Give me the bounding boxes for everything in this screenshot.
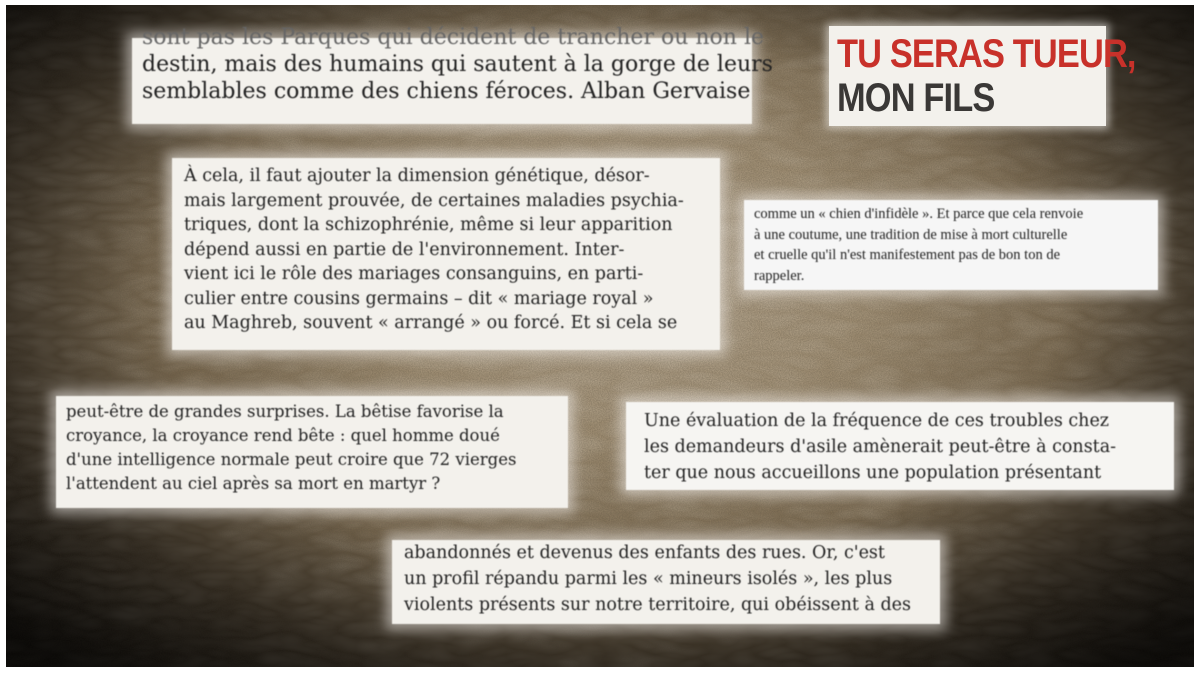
excerpt-genetic-line-6: culier entre cousins germains – dit « mariage royal » xyxy=(184,288,654,309)
excerpt-evaluation-line-2: les demandeurs d'asile amènerait peut-être à consta- xyxy=(644,437,1117,457)
excerpt-evaluation xyxy=(626,402,1174,490)
excerpt-genetic-line-1: À cela, il faut ajouter la dimension génétique, désor- xyxy=(184,166,650,186)
excerpt-chien xyxy=(744,200,1158,290)
excerpt-genetic-line-4: dépend aussi en partie de l'environnement. Inter- xyxy=(184,239,625,260)
excerpt-genetic-line-7: au Maghreb, souvent « arrangé » ou forcé. Et si cela se xyxy=(184,313,678,333)
excerpt-betise xyxy=(56,396,568,508)
excerpt-abandon xyxy=(392,540,940,624)
excerpt-abandon-line-2: un profil répandu parmi les « mineurs isolés », les plus xyxy=(404,569,893,589)
excerpt-chien-line-3: et cruelle qu'il n'est manifestement pas de bon ton de xyxy=(754,247,1061,263)
excerpt-betise-line-3: d'une intelligence normale peut croire que 72 vierges xyxy=(66,450,517,469)
excerpt-genetic-line-2: mais largement prouvée, de certaines maladies psychia- xyxy=(184,190,684,211)
excerpt-abandon-line-3: violents présents sur notre territoire, qui obéissent à des xyxy=(404,595,912,615)
excerpt-chien-line-2: à une coutume, une tradition de mise à mort culturelle xyxy=(754,226,1068,243)
book-title-line-2: MON FILS xyxy=(837,76,995,120)
excerpt-abandon-line-1: abandonnés et devenus des enfants des rues. Or, c'est xyxy=(404,543,885,563)
excerpt-genetic-line-3: triques, dont la schizophrénie, même si leur apparition xyxy=(184,215,673,235)
excerpt-genetic xyxy=(172,158,720,350)
excerpt-betise-line-1: peut-être de grandes surprises. La bêtise favorise la xyxy=(66,402,504,421)
excerpt-betise-line-4: l'attendent au ciel après sa mort en martyr ? xyxy=(66,474,441,493)
excerpt-top xyxy=(132,25,773,124)
excerpt-chien-line-4: rappeler. xyxy=(754,267,805,284)
collage-background xyxy=(6,5,1194,667)
excerpt-top-line-2: semblables comme des chiens féroces. Alban Gervaise xyxy=(142,79,751,104)
excerpt-evaluation-line-3: ter que nous accueillons une population présentant xyxy=(644,463,1102,483)
excerpt-evaluation-line-1: Une évaluation de la fréquence de ces troubles chez xyxy=(644,411,1110,431)
book-title xyxy=(829,26,1136,126)
excerpt-chien-line-1: comme un « chien d'infidèle ». Et parce que cela renvoie xyxy=(754,206,1084,222)
excerpt-top-partial-line: sont pas les Parques qui décident de trancher ou non le xyxy=(142,25,765,50)
book-title-line-1: TU SERAS TUEUR, xyxy=(837,32,1136,76)
excerpt-genetic-line-5: vient ici le rôle des mariages consanguins, en parti- xyxy=(184,264,644,284)
excerpt-top-line-1: destin, mais des humains qui sautent à la gorge de leurs xyxy=(142,52,773,77)
excerpt-betise-line-2: croyance, la croyance rend bête : quel homme doué xyxy=(66,426,500,445)
